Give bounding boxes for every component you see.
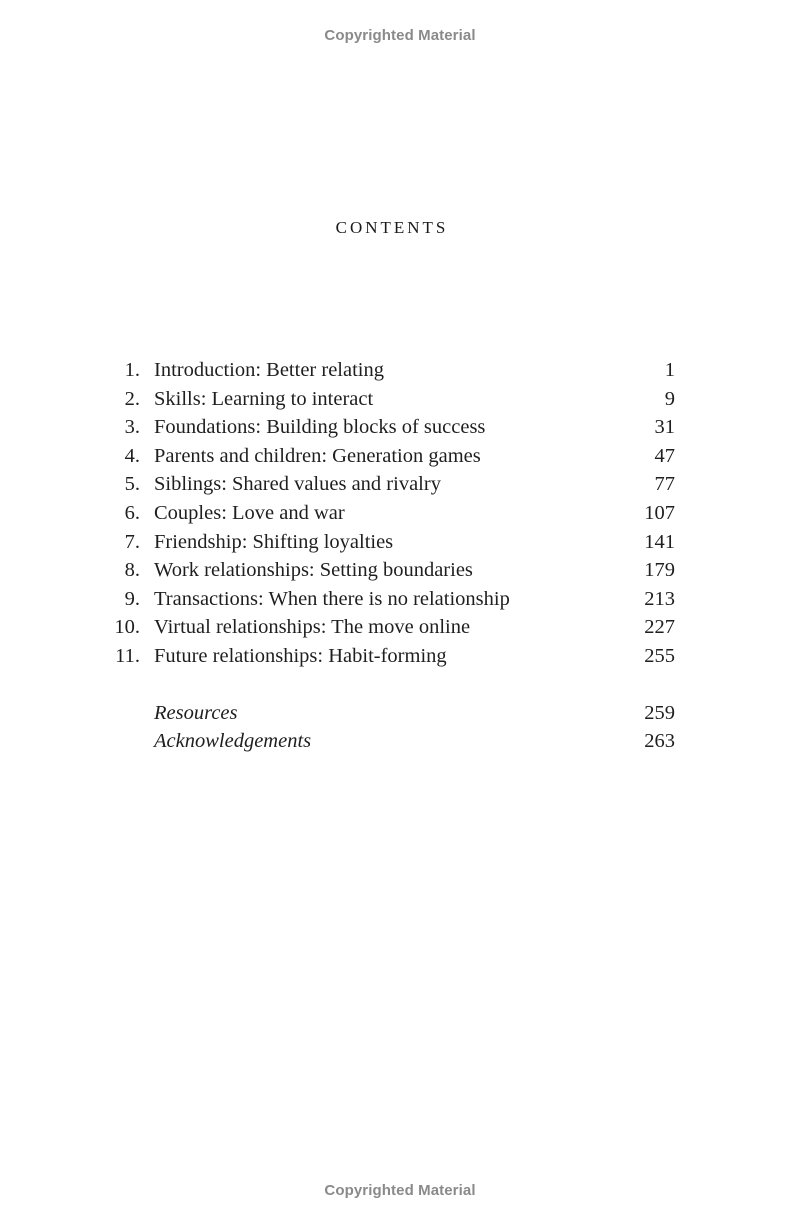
page-number: 9 (664, 387, 675, 410)
toc-row-chapter-4 (100, 442, 675, 471)
chapter-title: Couples: Love and war (154, 501, 345, 524)
toc-row-resources (100, 699, 675, 728)
chapter-title: Siblings: Shared values and rivalry (154, 473, 441, 496)
page-number: 31 (654, 416, 675, 439)
table-of-contents (100, 356, 675, 756)
toc-row-chapter-3 (100, 413, 675, 442)
chapter-title: Foundations: Building blocks of success (154, 416, 486, 439)
copyright-watermark-top: Copyrighted Material (324, 27, 476, 44)
copyright-watermark-bottom: Copyrighted Material (324, 1182, 476, 1199)
chapter-number: 2. (124, 387, 140, 410)
page-number: 77 (654, 473, 675, 496)
toc-row-chapter-6 (100, 499, 675, 528)
toc-row-chapter-9 (100, 585, 675, 614)
page-number: 47 (654, 444, 675, 467)
chapter-number: 1. (124, 359, 140, 381)
chapter-title: Skills: Learning to interact (154, 387, 374, 410)
chapter-title: Future relationships: Habit-forming (154, 644, 447, 667)
toc-row-chapter-10 (100, 613, 675, 642)
page-number: 107 (644, 501, 675, 524)
page-number: 263 (644, 730, 675, 753)
chapter-number: 3. (124, 416, 140, 439)
chapter-title: Work relationships: Setting boundaries (154, 559, 473, 582)
toc-row-chapter-7 (100, 528, 675, 557)
chapter-title: Virtual relationships: The move online (154, 616, 471, 639)
toc-row-chapter-8 (100, 556, 675, 585)
page-number: 141 (644, 530, 675, 553)
chapter-number: 9. (124, 587, 140, 610)
chapter-title: Transactions: When there is no relationship (154, 587, 510, 610)
toc-row-chapter-11 (100, 642, 675, 671)
page-number: 259 (644, 701, 675, 724)
back-matter-title: Acknowledgements (154, 730, 312, 753)
page-number: 179 (644, 559, 675, 582)
chapter-title: Friendship: Shifting loyalties (154, 530, 394, 553)
chapter-number: 5. (124, 473, 140, 496)
toc-row-chapter-1 (100, 356, 675, 385)
toc-spacer (100, 671, 675, 699)
toc-row-chapter-2 (100, 385, 675, 414)
chapter-number: 4. (124, 444, 140, 467)
chapter-title: Introduction: Better relating (154, 359, 384, 381)
chapter-number: 10. (114, 616, 140, 639)
chapter-number: 11. (115, 644, 140, 667)
chapter-number: 7. (124, 530, 140, 553)
back-matter-title: Resources (154, 701, 238, 724)
contents-heading: CONTENTS (335, 218, 449, 237)
page-number: 227 (644, 616, 675, 639)
toc-row-acknowledgements (100, 727, 675, 756)
chapter-number: 8. (124, 559, 140, 582)
page-number: 1 (664, 359, 675, 381)
chapter-title: Parents and children: Generation games (154, 444, 481, 467)
toc-row-chapter-5 (100, 470, 675, 499)
chapter-number: 6. (124, 501, 140, 524)
page-number: 255 (644, 644, 675, 667)
page-number: 213 (644, 587, 675, 610)
